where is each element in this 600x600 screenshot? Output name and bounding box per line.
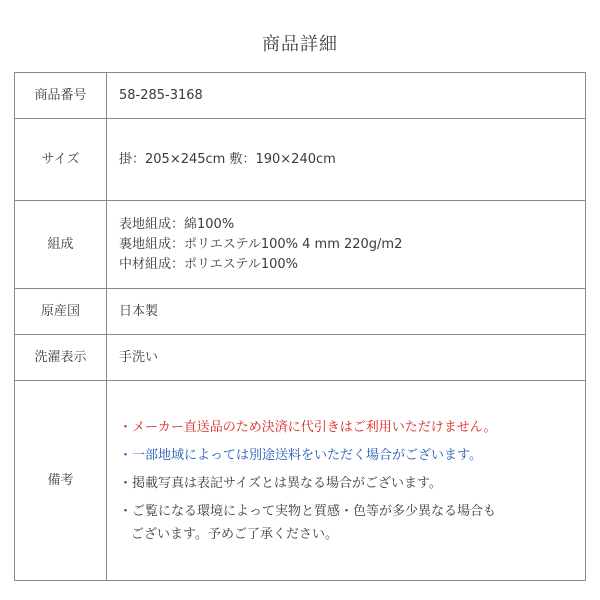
note-extra-shipping: ・一部地域によっては別途送料をいただく場合がございます。: [119, 447, 482, 463]
row-value-composition: [107, 201, 586, 289]
table-row-washing: [15, 335, 586, 381]
row-label-origin: 原産国: [15, 289, 107, 335]
table-row-notes: [15, 381, 586, 581]
table-row-composition: [15, 201, 586, 289]
note-photo-size: ・掲載写真は表記サイズとは異なる場合がございます。: [119, 475, 442, 491]
composition-lining-line: 裏地組成：ポリエステル100% 4 mm 220g/m2: [119, 236, 403, 252]
row-value-notes: [107, 381, 586, 581]
table-row-product-number: [15, 73, 586, 119]
row-value-size: 掛：205×245cm 敷：190×240cm: [107, 119, 586, 201]
note-color-texture: [119, 500, 585, 546]
row-label-composition: 組成: [15, 201, 107, 289]
table-row-origin: [15, 289, 586, 335]
composition-outer-line: 表地組成：綿100%: [119, 216, 235, 232]
row-label-product-number: 商品番号: [15, 73, 107, 119]
note-cod-unavailable: ・メーカー直送品のため決済に代引きはご利用いただけません。: [119, 419, 497, 435]
composition-filling-line: 中材組成：ポリエステル100%: [119, 256, 298, 272]
note-color-texture-line-1: ・ご覧になる環境によって実物と質感・色等が多少異なる場合も: [119, 503, 497, 519]
row-label-washing: 洗濯表示: [15, 335, 107, 381]
row-value-origin: 日本製: [107, 289, 586, 335]
product-details-table: [14, 72, 586, 581]
row-value-washing: 手洗い: [107, 335, 586, 381]
row-label-notes: 備考: [15, 381, 107, 581]
row-value-product-number: 58-285-3168: [107, 73, 586, 119]
row-label-size: サイズ: [15, 119, 107, 201]
note-color-texture-line-2: ございます。予めご了承ください。: [131, 526, 338, 542]
table-row-size: [15, 119, 586, 201]
page-title: 商品詳細: [262, 34, 338, 55]
